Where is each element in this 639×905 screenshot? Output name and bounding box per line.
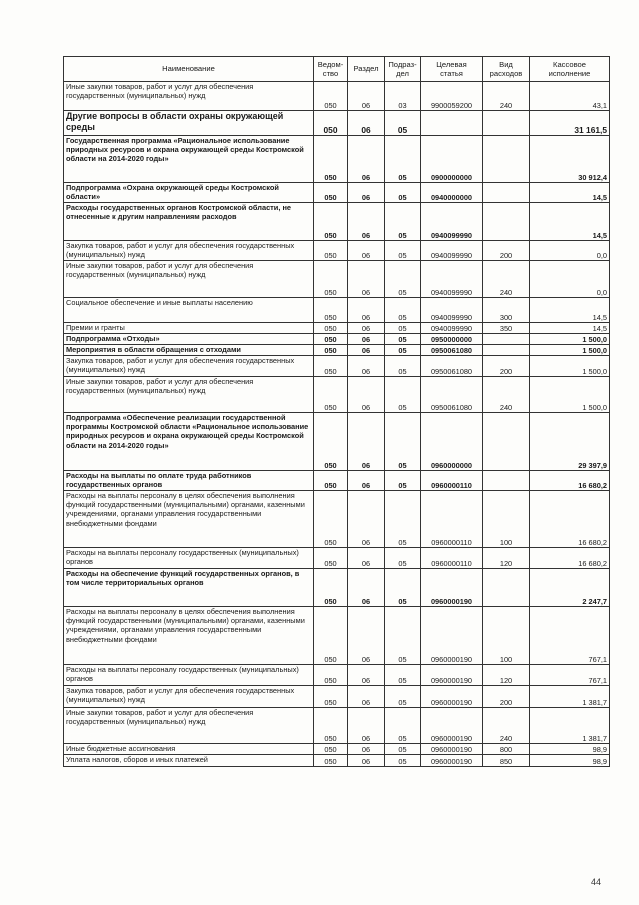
row-name: Закупка товаров, работ и услуг для обеспечения государственных (муниципальных) нужд [64, 356, 314, 377]
row-name: Премии и гранты [64, 323, 314, 334]
table-row [64, 345, 610, 356]
row-podrazdel: 05 [385, 377, 421, 413]
table-row [64, 82, 610, 111]
row-podrazdel: 05 [385, 183, 421, 203]
header-vedomstvo: Ведом- ство [314, 57, 348, 82]
row-vid-rashodov: 240 [483, 377, 530, 413]
row-vid-rashodov: 200 [483, 686, 530, 708]
row-kassovoe-ispolnenie: 1 500,0 [530, 377, 610, 413]
row-vedomstvo: 050 [314, 82, 348, 111]
row-celevaya-statya [421, 111, 483, 136]
budget-table-sheet [63, 56, 609, 767]
table-row [64, 471, 610, 491]
row-podrazdel: 05 [385, 686, 421, 708]
row-vid-rashodov [483, 471, 530, 491]
row-name: Расходы на обеспечение функций государственных органов, в том числе территориальных органов [64, 569, 314, 607]
row-kassovoe-ispolnenie: 14,5 [530, 183, 610, 203]
row-podrazdel: 05 [385, 569, 421, 607]
row-celevaya-statya: 0960000000 [421, 413, 483, 471]
row-podrazdel: 05 [385, 665, 421, 686]
row-vedomstvo: 050 [314, 548, 348, 569]
row-kassovoe-ispolnenie: 2 247,7 [530, 569, 610, 607]
row-podrazdel: 05 [385, 298, 421, 323]
row-vedomstvo: 050 [314, 136, 348, 183]
table-row [64, 323, 610, 334]
row-vedomstvo: 050 [314, 203, 348, 241]
row-razdel: 06 [348, 491, 385, 548]
row-name: Иные закупки товаров, работ и услуг для обеспечения государственных (муниципальных) нужд [64, 82, 314, 111]
row-kassovoe-ispolnenie: 1 500,0 [530, 356, 610, 377]
row-vedomstvo: 050 [314, 334, 348, 345]
row-kassovoe-ispolnenie: 0,0 [530, 261, 610, 298]
row-vid-rashodov [483, 203, 530, 241]
row-vedomstvo: 050 [314, 607, 348, 665]
row-razdel: 06 [348, 261, 385, 298]
row-name: Расходы на выплаты персоналу в целях обеспечения выполнения функций государственными (муниципальными) органами, казенными учреждениями, органами управления государственными внебюджетными фондами [64, 607, 314, 665]
row-celevaya-statya: 0950061080 [421, 377, 483, 413]
row-name: Иные закупки товаров, работ и услуг для обеспечения государственных (муниципальных) нужд [64, 708, 314, 744]
row-vedomstvo: 050 [314, 356, 348, 377]
row-razdel: 06 [348, 241, 385, 261]
row-podrazdel: 05 [385, 413, 421, 471]
row-name: Уплата налогов, сборов и иных платежей [64, 755, 314, 767]
row-vedomstvo: 050 [314, 261, 348, 298]
row-celevaya-statya: 0960000190 [421, 708, 483, 744]
row-vid-rashodov: 120 [483, 665, 530, 686]
row-vedomstvo: 050 [314, 708, 348, 744]
row-name: Иные бюджетные ассигнования [64, 744, 314, 755]
row-name: Государственная программа «Рациональное использование природных ресурсов и охрана окружающей среды Костромской области на 2014-2020 годы» [64, 136, 314, 183]
row-vedomstvo: 050 [314, 471, 348, 491]
table-row [64, 686, 610, 708]
row-vid-rashodov: 300 [483, 298, 530, 323]
row-razdel: 06 [348, 548, 385, 569]
row-vid-rashodov: 850 [483, 755, 530, 767]
row-name: Расходы на выплаты персоналу государственных (муниципальных) органов [64, 665, 314, 686]
row-podrazdel: 05 [385, 111, 421, 136]
row-podrazdel: 03 [385, 82, 421, 111]
row-name: Иные закупки товаров, работ и услуг для обеспечения государственных (муниципальных) нужд [64, 261, 314, 298]
row-celevaya-statya: 0950061080 [421, 345, 483, 356]
row-kassovoe-ispolnenie: 30 912,4 [530, 136, 610, 183]
row-vedomstvo: 050 [314, 241, 348, 261]
row-razdel: 06 [348, 345, 385, 356]
row-name: Закупка товаров, работ и услуг для обеспечения государственных (муниципальных) нужд [64, 241, 314, 261]
row-vedomstvo: 050 [314, 413, 348, 471]
row-vedomstvo: 050 [314, 569, 348, 607]
row-vedomstvo: 050 [314, 686, 348, 708]
row-kassovoe-ispolnenie: 16 680,2 [530, 491, 610, 548]
table-row [64, 111, 610, 136]
row-vedomstvo: 050 [314, 491, 348, 548]
table-row [64, 491, 610, 548]
row-celevaya-statya: 0960000110 [421, 548, 483, 569]
row-razdel: 06 [348, 111, 385, 136]
row-razdel: 06 [348, 686, 385, 708]
row-razdel: 06 [348, 183, 385, 203]
row-razdel: 06 [348, 607, 385, 665]
row-name: Иные закупки товаров, работ и услуг для обеспечения государственных (муниципальных) нужд [64, 377, 314, 413]
row-celevaya-statya: 0940099990 [421, 261, 483, 298]
row-razdel: 06 [348, 744, 385, 755]
table-row [64, 261, 610, 298]
row-razdel: 06 [348, 136, 385, 183]
row-celevaya-statya: 0960000190 [421, 607, 483, 665]
table-row [64, 569, 610, 607]
row-vid-rashodov: 240 [483, 708, 530, 744]
row-razdel: 06 [348, 413, 385, 471]
table-row [64, 241, 610, 261]
row-celevaya-statya: 0960000110 [421, 471, 483, 491]
row-name: Другие вопросы в области охраны окружающей среды [64, 111, 314, 136]
row-kassovoe-ispolnenie: 1 381,7 [530, 686, 610, 708]
row-name: Социальное обеспечение и иные выплаты населению [64, 298, 314, 323]
row-podrazdel: 05 [385, 323, 421, 334]
row-podrazdel: 05 [385, 241, 421, 261]
row-kassovoe-ispolnenie: 98,9 [530, 744, 610, 755]
row-celevaya-statya: 0960000110 [421, 491, 483, 548]
table-row [64, 203, 610, 241]
row-celevaya-statya: 0960000190 [421, 665, 483, 686]
row-razdel: 06 [348, 569, 385, 607]
row-celevaya-statya: 9900059200 [421, 82, 483, 111]
header-celevaya-statya: Целевая статья [421, 57, 483, 82]
row-vedomstvo: 050 [314, 345, 348, 356]
table-row [64, 548, 610, 569]
row-kassovoe-ispolnenie: 1 500,0 [530, 334, 610, 345]
row-vid-rashodov: 200 [483, 241, 530, 261]
row-kassovoe-ispolnenie: 767,1 [530, 665, 610, 686]
table-row [64, 607, 610, 665]
table-row [64, 298, 610, 323]
row-kassovoe-ispolnenie: 98,9 [530, 755, 610, 767]
row-vedomstvo: 050 [314, 111, 348, 136]
row-vedomstvo: 050 [314, 744, 348, 755]
row-name: Закупка товаров, работ и услуг для обеспечения государственных (муниципальных) нужд [64, 686, 314, 708]
row-kassovoe-ispolnenie: 14,5 [530, 323, 610, 334]
row-razdel: 06 [348, 334, 385, 345]
header-podrazdel: Подраз- дел [385, 57, 421, 82]
row-vid-rashodov: 100 [483, 607, 530, 665]
row-kassovoe-ispolnenie: 1 381,7 [530, 708, 610, 744]
row-celevaya-statya: 0900000000 [421, 136, 483, 183]
row-vid-rashodov [483, 111, 530, 136]
row-celevaya-statya: 0960000190 [421, 744, 483, 755]
table-row [64, 377, 610, 413]
row-kassovoe-ispolnenie: 1 500,0 [530, 345, 610, 356]
row-podrazdel: 05 [385, 708, 421, 744]
row-vid-rashodov [483, 136, 530, 183]
header-kassovoe-ispolnenie: Кассовое исполнение [530, 57, 610, 82]
row-vid-rashodov [483, 569, 530, 607]
row-celevaya-statya: 0960000190 [421, 755, 483, 767]
row-podrazdel: 05 [385, 744, 421, 755]
row-vid-rashodov: 120 [483, 548, 530, 569]
row-vid-rashodov: 240 [483, 261, 530, 298]
table-row [64, 183, 610, 203]
row-razdel: 06 [348, 708, 385, 744]
row-vid-rashodov: 800 [483, 744, 530, 755]
row-vid-rashodov: 240 [483, 82, 530, 111]
row-celevaya-statya: 0960000190 [421, 569, 483, 607]
row-vid-rashodov [483, 334, 530, 345]
row-celevaya-statya: 0940099990 [421, 298, 483, 323]
row-razdel: 06 [348, 755, 385, 767]
row-vedomstvo: 050 [314, 665, 348, 686]
table-row [64, 334, 610, 345]
table-row [64, 665, 610, 686]
row-podrazdel: 05 [385, 345, 421, 356]
row-podrazdel: 05 [385, 203, 421, 241]
row-vid-rashodov: 100 [483, 491, 530, 548]
row-razdel: 06 [348, 323, 385, 334]
row-celevaya-statya: 0950061080 [421, 356, 483, 377]
row-podrazdel: 05 [385, 491, 421, 548]
row-vedomstvo: 050 [314, 183, 348, 203]
table-row [64, 136, 610, 183]
row-razdel: 06 [348, 665, 385, 686]
header-vid-rashodov: Вид расходов [483, 57, 530, 82]
row-vid-rashodov: 350 [483, 323, 530, 334]
row-kassovoe-ispolnenie: 43,1 [530, 82, 610, 111]
page-number: 44 [591, 877, 602, 887]
table-row [64, 708, 610, 744]
table-header-row [64, 57, 610, 82]
row-kassovoe-ispolnenie: 31 161,5 [530, 111, 610, 136]
row-kassovoe-ispolnenie: 16 680,2 [530, 548, 610, 569]
table-row [64, 356, 610, 377]
table-row [64, 755, 610, 767]
row-razdel: 06 [348, 203, 385, 241]
row-celevaya-statya: 0950000000 [421, 334, 483, 345]
row-podrazdel: 05 [385, 755, 421, 767]
row-name: Подпрограмма «Отходы» [64, 334, 314, 345]
row-kassovoe-ispolnenie: 14,5 [530, 298, 610, 323]
row-podrazdel: 05 [385, 548, 421, 569]
row-podrazdel: 05 [385, 471, 421, 491]
row-razdel: 06 [348, 82, 385, 111]
row-podrazdel: 05 [385, 607, 421, 665]
row-celevaya-statya: 0940000000 [421, 183, 483, 203]
header-name: Наименование [64, 57, 314, 82]
row-vid-rashodov [483, 413, 530, 471]
table-row [64, 413, 610, 471]
row-name: Мероприятия в области обращения с отходами [64, 345, 314, 356]
table-body [64, 82, 610, 767]
row-vid-rashodov [483, 183, 530, 203]
row-kassovoe-ispolnenie: 29 397,9 [530, 413, 610, 471]
row-kassovoe-ispolnenie: 0,0 [530, 241, 610, 261]
row-kassovoe-ispolnenie: 16 680,2 [530, 471, 610, 491]
row-razdel: 06 [348, 377, 385, 413]
row-razdel: 06 [348, 298, 385, 323]
row-celevaya-statya: 0940099990 [421, 203, 483, 241]
row-razdel: 06 [348, 356, 385, 377]
header-razdel: Раздел [348, 57, 385, 82]
row-kassovoe-ispolnenie: 767,1 [530, 607, 610, 665]
row-vedomstvo: 050 [314, 323, 348, 334]
table-row [64, 744, 610, 755]
row-celevaya-statya: 0960000190 [421, 686, 483, 708]
row-celevaya-statya: 0940099990 [421, 241, 483, 261]
row-podrazdel: 05 [385, 261, 421, 298]
row-name: Расходы на выплаты по оплате труда работников государственных органов [64, 471, 314, 491]
row-name: Расходы на выплаты персоналу государственных (муниципальных) органов [64, 548, 314, 569]
row-podrazdel: 05 [385, 136, 421, 183]
row-razdel: 06 [348, 471, 385, 491]
row-kassovoe-ispolnenie: 14,5 [530, 203, 610, 241]
row-vedomstvo: 050 [314, 755, 348, 767]
budget-execution-table [63, 56, 610, 767]
row-name: Расходы на выплаты персоналу в целях обеспечения выполнения функций государственными (муниципальными) органами, казенными учреждениями, органами управления государственными внебюджетными фондами [64, 491, 314, 548]
row-vedomstvo: 050 [314, 377, 348, 413]
row-name: Расходы государственных органов Костромской области, не отнесенные к другим направлениям расходов [64, 203, 314, 241]
row-name: Подпрограмма «Охрана окружающей среды Костромской области» [64, 183, 314, 203]
row-podrazdel: 05 [385, 334, 421, 345]
row-podrazdel: 05 [385, 356, 421, 377]
row-vedomstvo: 050 [314, 298, 348, 323]
row-vid-rashodov: 200 [483, 356, 530, 377]
row-name: Подпрограмма «Обеспечение реализации государственной программы Костромской области «Рациональное использование природных ресурсов и охрана окружающей среды Костромской области на 2014-2020 годы» [64, 413, 314, 471]
row-vid-rashodov [483, 345, 530, 356]
row-celevaya-statya: 0940099990 [421, 323, 483, 334]
